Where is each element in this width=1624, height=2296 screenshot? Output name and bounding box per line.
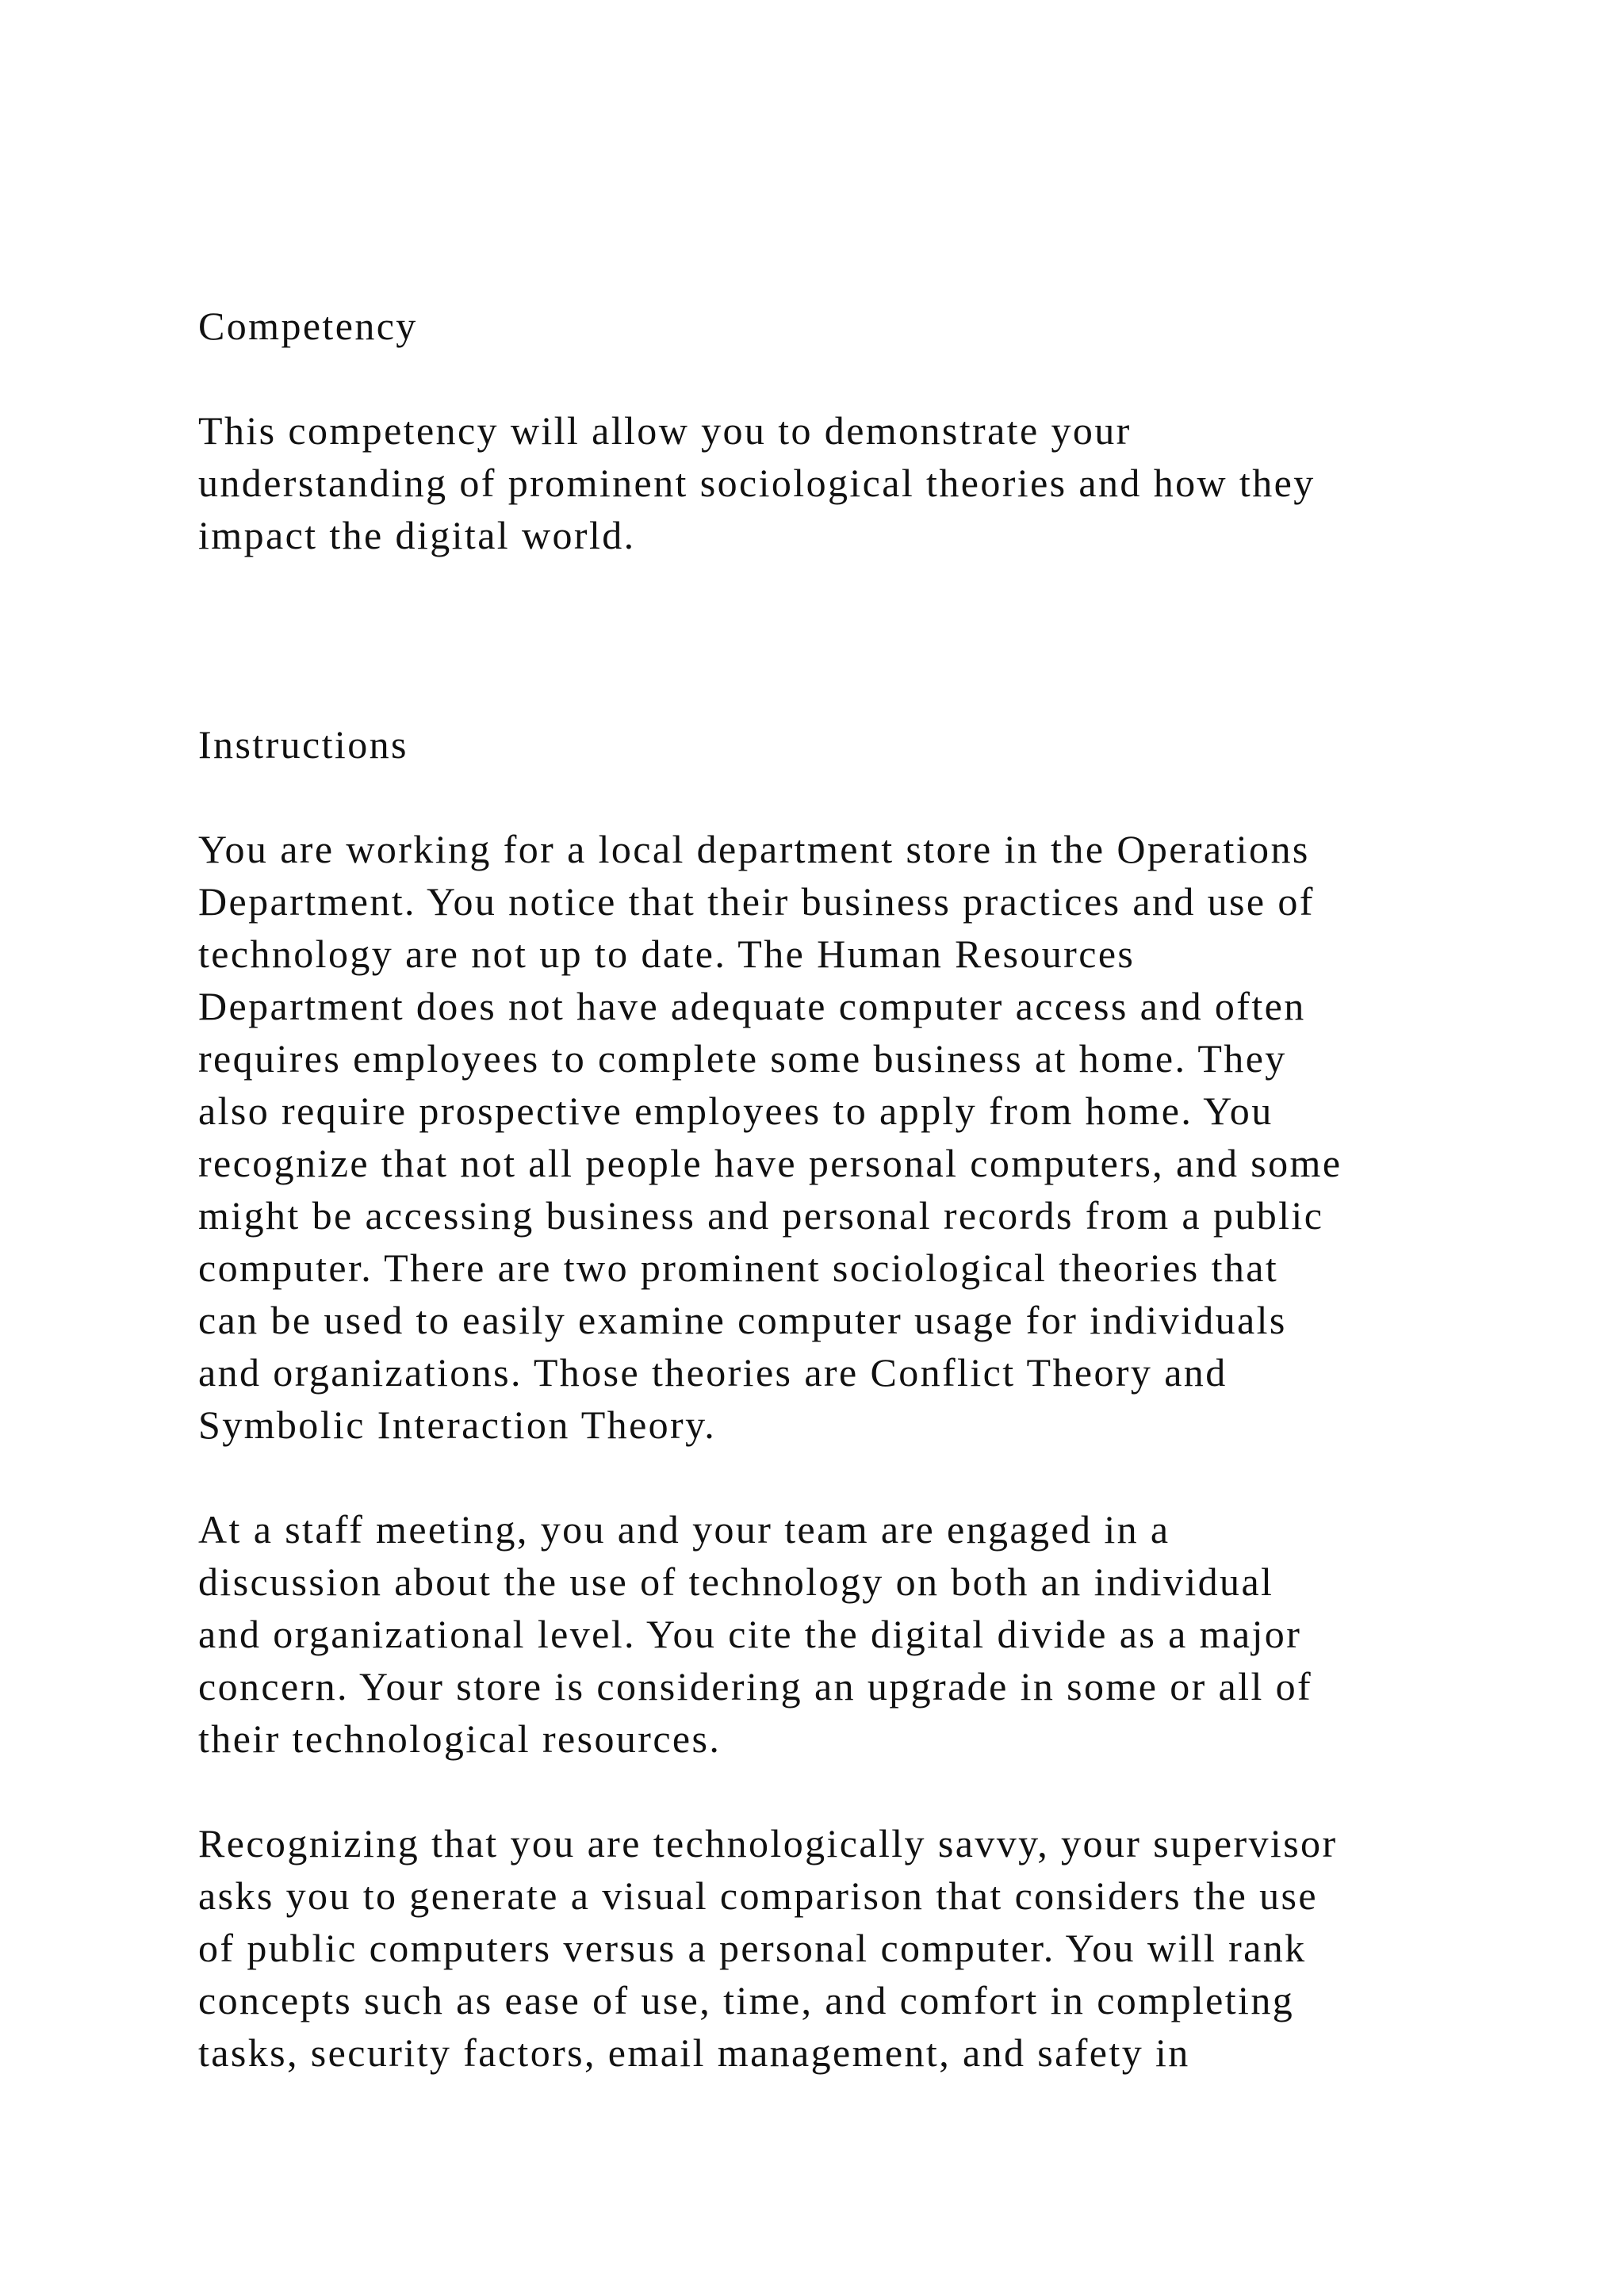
text-line: and organizations. Those theories are Conflict Theory and bbox=[198, 1350, 1228, 1395]
paragraph-spacer bbox=[198, 352, 1483, 404]
text-line: impact the digital world. bbox=[198, 513, 636, 557]
instructions-paragraph-3 bbox=[198, 1817, 1483, 2079]
text-line: computer. There are two prominent sociological theories that bbox=[198, 1246, 1279, 1290]
text-line: technology are not up to date. The Human Resources bbox=[198, 932, 1136, 976]
text-line: their technological resources. bbox=[198, 1716, 722, 1761]
text-line: and organizational level. You cite the digital divide as a major bbox=[198, 1612, 1302, 1656]
text-line: Recognizing that you are technologically savvy, your supervisor bbox=[198, 1821, 1338, 1866]
text-line: At a staff meeting, you and your team are engaged in a bbox=[198, 1507, 1170, 1552]
text-line: Symbolic Interaction Theory. bbox=[198, 1402, 717, 1447]
text-line: can be used to easily examine computer usage for individuals bbox=[198, 1298, 1287, 1342]
competency-description bbox=[198, 404, 1483, 561]
document-body bbox=[198, 300, 1483, 2079]
text-line: of public computers versus a personal computer. You will rank bbox=[198, 1926, 1307, 1970]
text-line: recognize that not all people have personal computers, and some bbox=[198, 1141, 1342, 1185]
text-line: concepts such as ease of use, time, and comfort in completing bbox=[198, 1978, 1295, 2022]
paragraph-spacer bbox=[198, 1451, 1483, 1503]
paragraph-spacer bbox=[198, 771, 1483, 823]
text-line: asks you to generate a visual comparison that considers the use bbox=[198, 1873, 1318, 1918]
instructions-heading bbox=[198, 718, 1483, 771]
text-line: Department does not have adequate computer access and often bbox=[198, 984, 1306, 1028]
text-line: tasks, security factors, email management, and safety in bbox=[198, 2030, 1190, 2075]
heading-line: Instructions bbox=[198, 722, 408, 767]
text-line: You are working for a local department store in the Operations bbox=[198, 827, 1310, 871]
text-line: requires employees to complete some business at home. They bbox=[198, 1036, 1287, 1081]
text-line: concern. Your store is considering an upgrade in some or all of bbox=[198, 1664, 1313, 1709]
text-line: Department. You notice that their business practices and use of bbox=[198, 879, 1315, 924]
paragraph-spacer bbox=[198, 1765, 1483, 1817]
heading-line: Competency bbox=[198, 304, 418, 348]
text-line: understanding of prominent sociological theories and how they bbox=[198, 461, 1316, 505]
competency-heading bbox=[198, 300, 1483, 352]
section-spacer bbox=[198, 561, 1483, 718]
instructions-paragraph-1 bbox=[198, 823, 1483, 1451]
text-line: This competency will allow you to demonstrate your bbox=[198, 408, 1132, 453]
text-line: might be accessing business and personal records from a public bbox=[198, 1193, 1324, 1238]
instructions-paragraph-2 bbox=[198, 1503, 1483, 1765]
text-line: also require prospective employees to apply from home. You bbox=[198, 1089, 1274, 1133]
text-line: discussion about the use of technology on both an individual bbox=[198, 1559, 1274, 1604]
